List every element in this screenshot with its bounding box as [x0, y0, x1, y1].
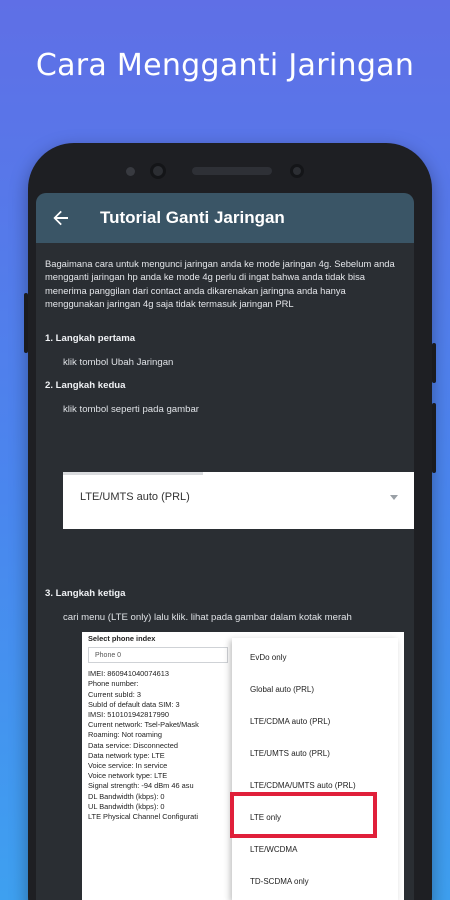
info-line: SubId of default data SIM: 3 [88, 699, 180, 709]
caret-down-icon [390, 495, 398, 500]
phone-info-panel [88, 634, 238, 822]
step-1-text: klik tombol Ubah Jaringan [63, 357, 174, 368]
tutorial-content[interactable] [36, 243, 414, 900]
info-line: IMEI: 860941040074613 [88, 669, 169, 679]
info-line: Phone number: [88, 679, 139, 689]
app-bar [36, 193, 414, 243]
step-2-text: klik tombol seperti pada gambar [63, 404, 199, 415]
sensor-dot [126, 167, 135, 176]
menu-option: LTE/UMTS auto (PRL) [250, 749, 330, 758]
menu-option: LTE/WCDMA [250, 845, 298, 854]
menu-option: LTE/CDMA/UMTS auto (PRL) [250, 781, 356, 790]
info-line: DL Bandwidth (kbps): 0 [88, 791, 165, 801]
network-type-menu [232, 638, 398, 900]
intro-paragraph: Bagaimana cara untuk mengunci jaringan anda ke mode jaringan 4g. Sebelum anda mengganti jaringan hp anda ke mode 4g perlu di ingat bahwa anda tidak bisa menerima panggilan dari contact anda dikarenakan jaringna anda hanya menggunakan jaringan 4g saja tidak termasuk jaringan PRL [45, 258, 395, 310]
info-line: Voice service: In service [88, 761, 168, 771]
step-1-title: 1. Langkah pertama [45, 333, 136, 344]
step-3-text: cari menu (LTE only) lalu klik. lihat pada gambar dalam kotak merah [63, 612, 352, 623]
phone-side-button [24, 293, 28, 353]
page-title: Tutorial Ganti Jaringan [100, 208, 285, 227]
app-screen [36, 193, 414, 900]
back-button[interactable] [36, 193, 86, 243]
front-camera-icon [150, 163, 166, 179]
cropped-label-line [63, 472, 203, 475]
red-highlight-box [230, 792, 377, 838]
menu-option: LTE/CDMA auto (PRL) [250, 717, 331, 726]
info-line: Roaming: Not roaming [88, 730, 162, 740]
earpiece-speaker [192, 167, 272, 175]
phone-volume-button [432, 403, 436, 473]
info-line: Current network: Tsel-Paket/Mask [88, 720, 199, 730]
network-dropdown-image [63, 472, 414, 529]
step-2-title: 2. Langkah kedua [45, 380, 126, 391]
info-line: Voice network type: LTE [88, 771, 168, 781]
dropdown-value: LTE/UMTS auto (PRL) [80, 491, 190, 503]
menu-option-lte-only: LTE only [250, 813, 281, 822]
phone-info-list [88, 669, 238, 822]
info-line: Current subId: 3 [88, 689, 141, 699]
menu-option: Global auto (PRL) [250, 685, 315, 694]
promo-title: Cara Mengganti Jaringan [35, 48, 415, 83]
info-line: IMSI: 510101942817990 [88, 710, 169, 720]
info-line: Data network type: LTE [88, 750, 165, 760]
select-phone-label: Select phone index [88, 634, 156, 643]
proximity-sensor-icon [290, 164, 304, 178]
step-3-title: 3. Langkah ketiga [45, 588, 126, 599]
info-line: Data service: Disconnected [88, 740, 178, 750]
info-line: UL Bandwidth (kbps): 0 [88, 801, 165, 811]
network-settings-image [82, 632, 404, 900]
phone-power-button [432, 343, 436, 383]
menu-option: TD-SCDMA only [250, 877, 309, 886]
info-line: Signal strength: -94 dBm 46 asu [88, 781, 194, 791]
info-line: LTE Physical Channel Configurati [88, 812, 198, 822]
arrow-left-icon [53, 210, 69, 226]
menu-option: EvDo only [250, 653, 287, 662]
phone-index-select: Phone 0 [88, 647, 228, 663]
